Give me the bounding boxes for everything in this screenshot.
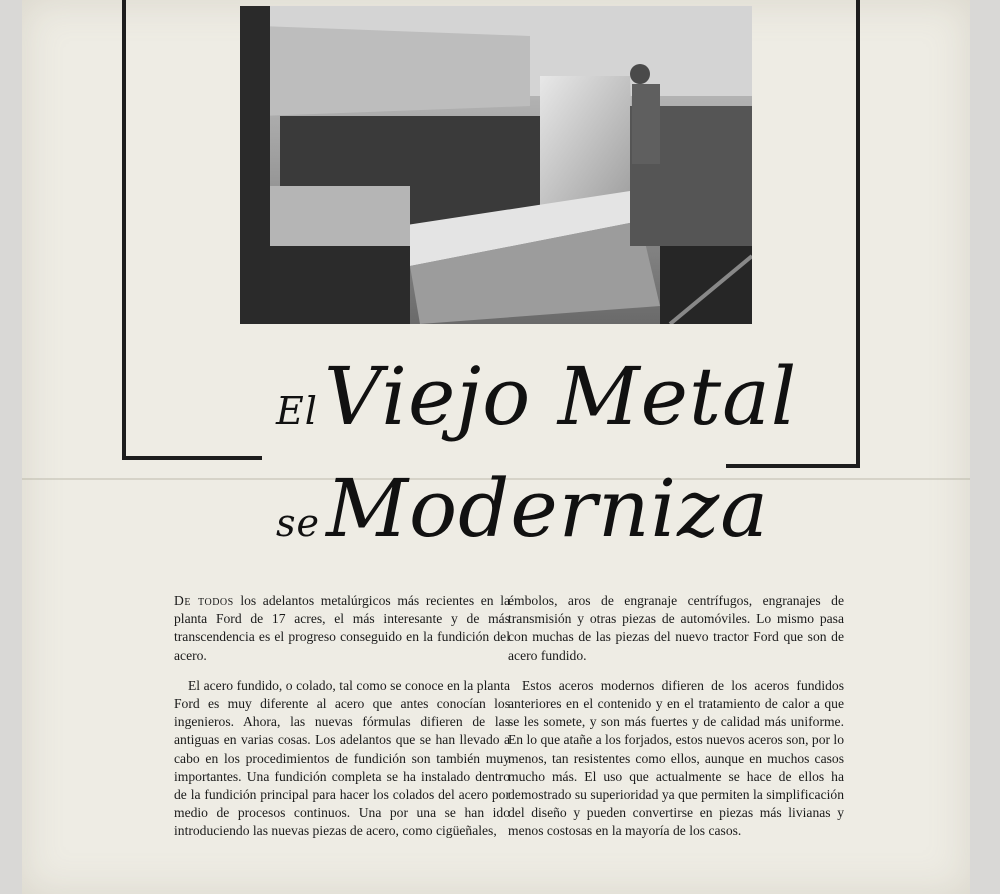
frame-line-left (122, 0, 126, 460)
headline-moderniza: Moderniza (326, 462, 769, 555)
headline-line-1 (276, 350, 797, 443)
paragraph-text: los adelantos metalúrgicos más recientes en la planta Ford de 17 acres, el más interesante y de más transcendencia es el progreso conseguido en la fundición del acero. (174, 593, 511, 663)
frame-line-bottom-left (122, 456, 262, 460)
article-column-left (174, 592, 510, 853)
article-column-right (508, 592, 844, 853)
frame-line-right (856, 0, 860, 468)
paragraph: émbolos, aros de engranaje centrífugos, engranajes de transmisión y otras piezas de automóviles. Lo mismo pasa con muchas de las piezas del nuevo tractor Ford que son de acero fundido. (508, 593, 844, 663)
headline-word-se: se (276, 501, 320, 545)
paragraph: Estos aceros modernos difieren de los aceros fundidos anteriores en el contenido y en el tratamiento de calor a que se les somete, y son más fuertes y de calidad más uniforme. En lo que atañe a los forjados, estos nuevos aceros son, por lo menos, tan resistentes como ellos, aunque en muchos casos mucho más. El uso que actualmente se hace de ellos ha demostrado su superioridad ya que permiten la simplificación del diseño y pueden convertirse en piezas más livianas y menos costosas en la mayoría de los casos. (508, 677, 844, 839)
lead-in-smallcaps: De todos (174, 593, 234, 608)
headline-line-2 (276, 462, 769, 555)
foundry-photo-icon (240, 6, 752, 324)
paragraph (174, 592, 510, 665)
headline-viejo-metal: Viejo Metal (324, 350, 798, 443)
paragraph: El acero fundido, o colado, tal como se conoce en la planta Ford es muy diferente al acero que antes conocían los ingenieros. Ahora, las nuevas fórmulas difieren de las antiguas en varias cosas. Los adelantos que se han llevado a cabo en los procedimientos de fundición son también muy importantes. Una fundición completa se ha instalado dentro de la fundición principal para hacer los colados del acero por medio de procesos continuos. Una por una se han ido introduciendo las nuevas piezas de acero, como cigüeñales, (174, 677, 510, 839)
foundry-photo (240, 6, 752, 324)
paper-page (22, 0, 970, 894)
headline-word-el: El (276, 389, 318, 433)
